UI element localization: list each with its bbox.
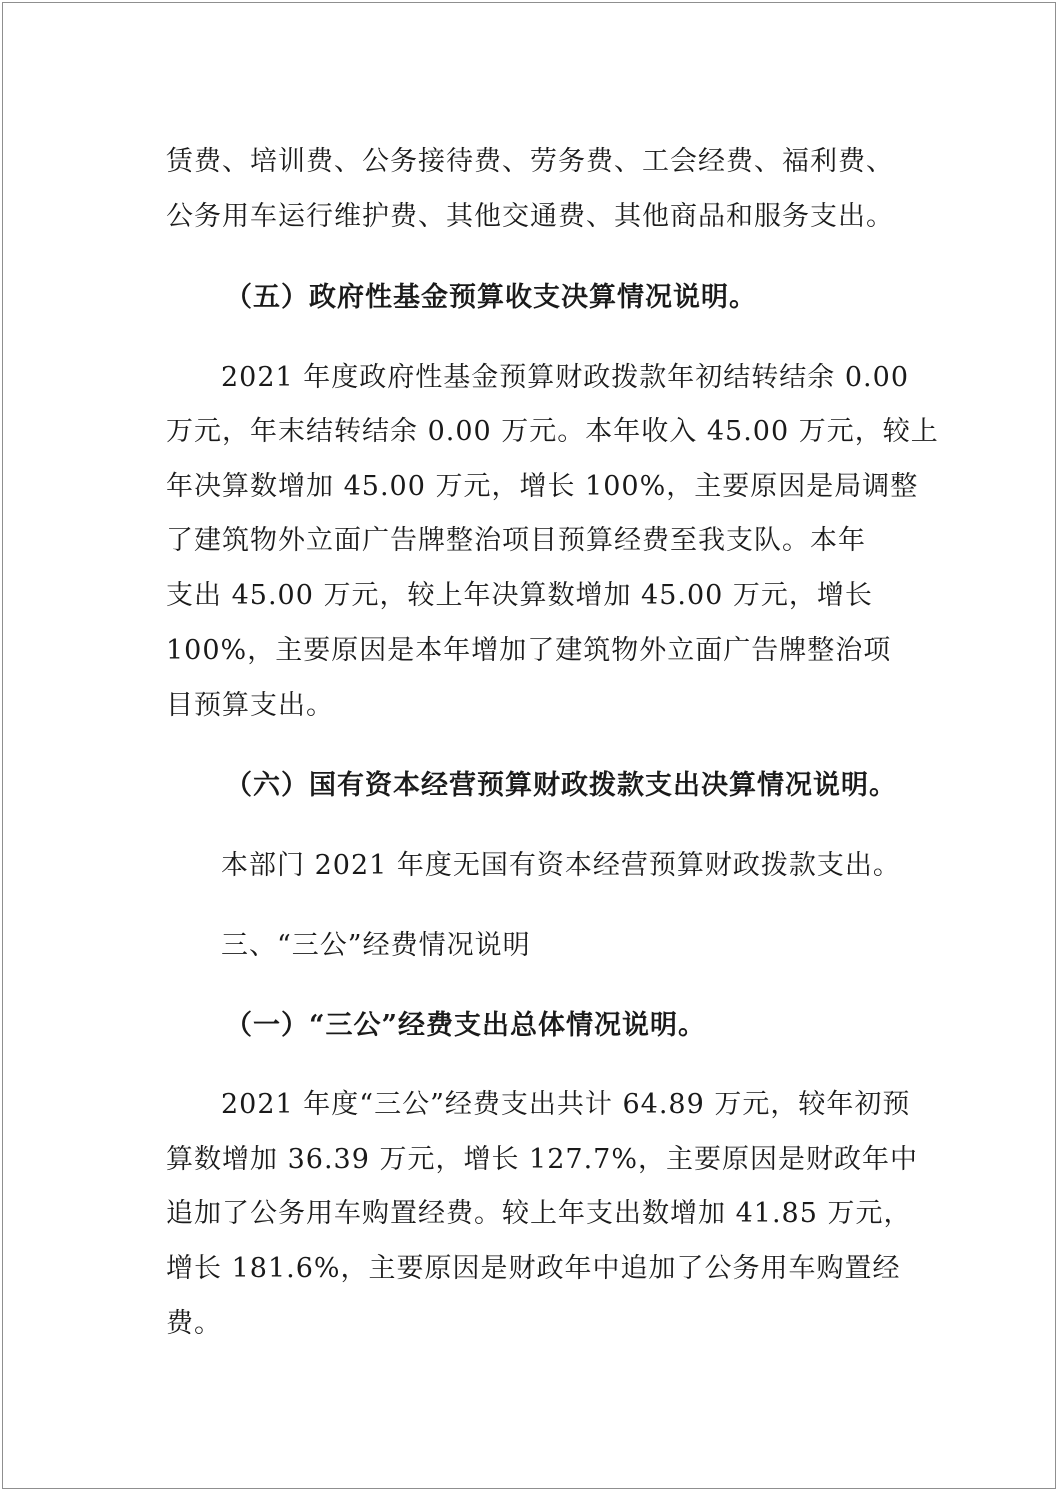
section-heading: 三、“三公”经费情况说明 — [221, 930, 531, 961]
body-line: 本部门 2021 年度无国有资本经营预算财政拨款支出。 — [221, 850, 901, 881]
subsection-heading: （五）政府性基金预算收支决算情况说明。 — [225, 282, 757, 313]
subsection-heading: （一）“三公”经费支出总体情况说明。 — [225, 1010, 707, 1041]
body-line: 算数增加 36.39 万元，增长 127.7%，主要原因是财政年中 — [166, 1144, 918, 1175]
body-line: 追加了公务用车购置经费。较上年支出数增加 41.85 万元， — [166, 1198, 912, 1229]
body-line: 2021 年度“三公”经费支出共计 64.89 万元，较年初预 — [221, 1089, 911, 1120]
body-line: 支出 45.00 万元，较上年决算数增加 45.00 万元，增长 — [166, 580, 873, 611]
body-line: 费。 — [166, 1308, 222, 1339]
body-line: 赁费、培训费、公务接待费、劳务费、工会经费、福利费、 — [166, 146, 894, 177]
body-line: 了建筑物外立面广告牌整治项目预算经费至我支队。本年 — [166, 525, 866, 556]
subsection-heading: （六）国有资本经营预算财政拨款支出决算情况说明。 — [225, 770, 897, 801]
body-line: 增长 181.6%，主要原因是财政年中追加了公务用车购置经 — [166, 1253, 901, 1284]
body-line: 目预算支出。 — [166, 690, 334, 721]
body-line: 100%，主要原因是本年增加了建筑物外立面广告牌整治项 — [166, 635, 892, 666]
document-page — [2, 2, 1056, 1489]
body-line: 公务用车运行维护费、其他交通费、其他商品和服务支出。 — [166, 201, 894, 232]
body-line: 2021 年度政府性基金预算财政拨款年初结转结余 0.00 — [221, 362, 909, 393]
body-line: 万元，年末结转结余 0.00 万元。本年收入 45.00 万元，较上 — [166, 416, 939, 447]
body-line: 年决算数增加 45.00 万元，增长 100%，主要原因是局调整 — [166, 471, 919, 502]
